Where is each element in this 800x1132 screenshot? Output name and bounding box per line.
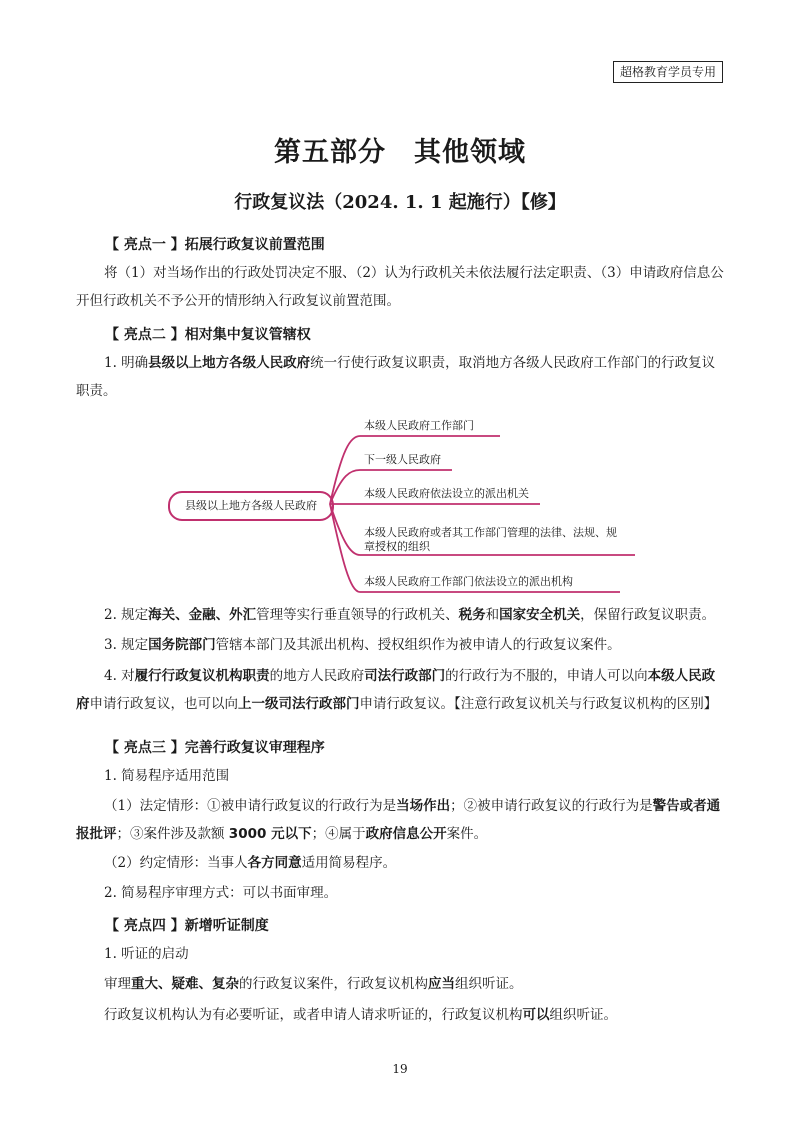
section4-line3: 行政复议机构认为有必要听证，或者申请人请求听证的，行政复议机构可以组织听证。 — [104, 1007, 617, 1023]
section2-title: 【 亮点二 】相对集中复议管辖权 — [105, 327, 311, 343]
mindmap-branch-3: 本级人民政府依法设立的派出机关 — [364, 487, 529, 500]
section2-p2: 2. 规定海关、金融、外汇管理等实行垂直领导的行政机关、税务和国家安全机关，保留行政复议职责。 — [104, 607, 716, 623]
section4-line2: 审理重大、疑难、复杂的行政复议案件，行政复议机构应当组织听证。 — [104, 976, 523, 992]
section3-line1: 1. 简易程序适用范围 — [104, 768, 230, 784]
section2-p3: 3. 规定国务院部门管辖本部门及其派出机构、授权组织作为被申请人的行政复议案件。 — [104, 637, 621, 653]
section3-line2: （1）法定情形：①被申请行政复议的行政行为是当场作出；②被申请行政复议的行政行为是警告或者通报批评；③案件涉及款额 3000 元以下；④属于政府信息公开案件。 — [76, 798, 721, 842]
section4-line1: 1. 听证的启动 — [104, 946, 189, 962]
page-number: 19 — [392, 1062, 408, 1076]
section3-line4: 2. 简易程序审理方式：可以书面审理。 — [104, 885, 338, 901]
section1-title: 【 亮点一 】拓展行政复议前置范围 — [105, 237, 325, 253]
section1-text: 将（1）对当场作出的行政处罚决定不服、（2）认为行政机关未依法履行法定职责、（3）申请政府信息公开但行政机关不予公开的情形纳入行政复议前置范围。 — [76, 265, 724, 309]
page-subtitle: 行政复议法（2024. 1. 1 起施行）【修】 — [234, 192, 566, 213]
section3-title: 【 亮点三 】完善行政复议审理程序 — [105, 740, 325, 756]
mindmap-root: 县级以上地方各级人民政府 — [168, 491, 334, 521]
page-title: 第五部分 其他领域 — [274, 137, 526, 168]
mindmap-branch-5: 本级人民政府工作部门依法设立的派出机构 — [364, 575, 573, 588]
section2-p1: 1. 明确县级以上地方各级人民政府统一行使行政复议职责，取消地方各级人民政府工作部门的行政复议职责。 — [76, 355, 716, 399]
mindmap-branch-2: 下一级人民政府 — [364, 453, 441, 466]
mindmap-branch-4: 本级人民政府或者其工作部门管理的法律、法规、规章授权的组织 — [364, 526, 617, 553]
section4-title: 【 亮点四 】新增听证制度 — [105, 918, 269, 934]
section2-p4: 4. 对履行行政复议机构职责的地方人民政府司法行政部门的行政行为不服的，申请人可以向本级人民政府申请行政复议，也可以向上一级司法行政部门申请行政复议。【注意行政复议机关与行政复议机构的区别】 — [76, 668, 718, 712]
header-badge: 超格教育学员专用 — [613, 61, 723, 83]
mindmap-branch-1: 本级人民政府工作部门 — [364, 419, 474, 432]
section3-line3: （2）约定情形：当事人各方同意适用简易程序。 — [104, 855, 397, 871]
